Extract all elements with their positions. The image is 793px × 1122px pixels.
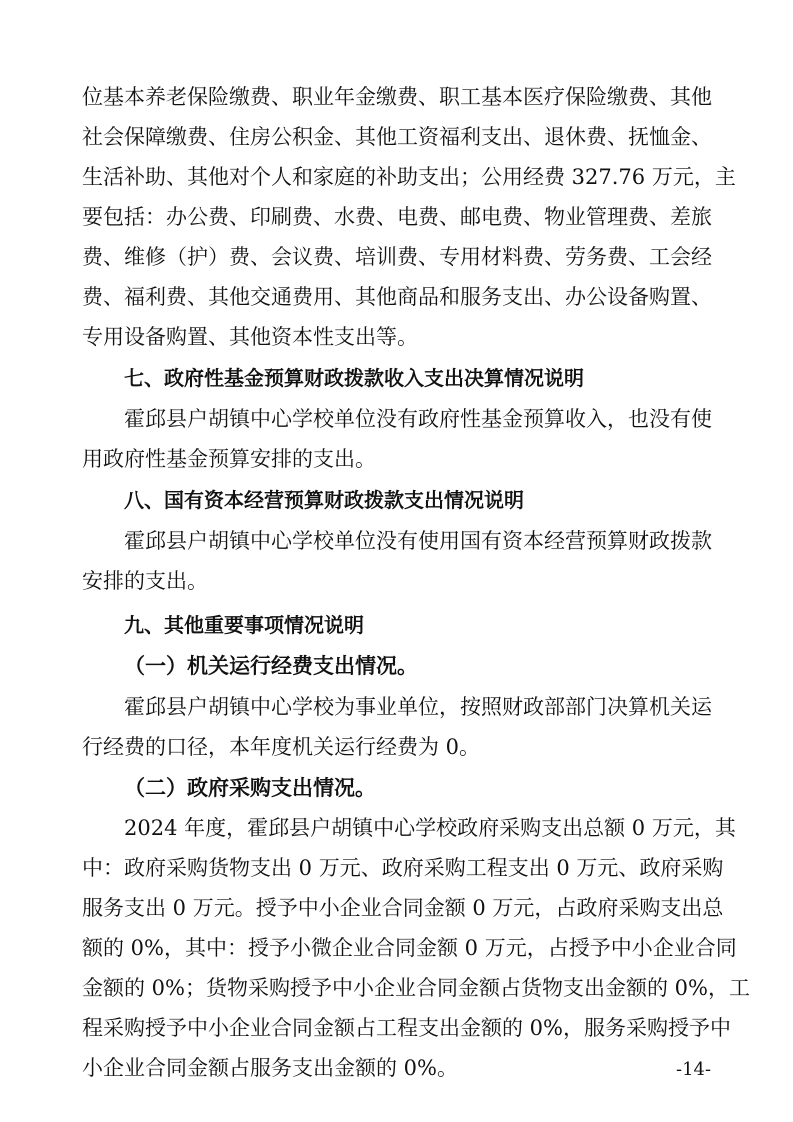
body-line — [0, 1008, 793, 1048]
body-line — [0, 117, 793, 157]
section-heading-text: 八、国有资本经营预算财政拨款支出情况说明 — [124, 488, 524, 512]
subsection-heading-2 — [0, 768, 793, 808]
body-line — [0, 727, 793, 767]
body-text: 位基本养老保险缴费、职业年金缴费、职工基本医疗保险缴费、其他 — [82, 85, 712, 109]
body-text: 额的 0%，其中：授予小微企业合同金额 0 万元，占授予中小企业合同 — [82, 936, 737, 960]
section-heading-7 — [0, 358, 793, 398]
body-text: 中：政府采购货物支出 0 万元、政府采购工程支出 0 万元、政府采购 — [82, 856, 724, 880]
body-line — [0, 808, 793, 848]
body-line — [0, 317, 793, 357]
body-text: 社会保障缴费、住房公积金、其他工资福利支出、退休费、抚恤金、 — [82, 125, 712, 149]
body-text: 行经费的口径，本年度机关运行经费为 0。 — [82, 735, 481, 759]
body-line — [0, 197, 793, 237]
body-text: 程采购授予中小企业合同金额占工程支出金额的 0%，服务采购授予中 — [82, 1016, 731, 1040]
subsection-heading-1 — [0, 646, 793, 686]
page-number: -14- — [676, 1059, 712, 1080]
body-line — [0, 439, 793, 479]
body-line — [0, 399, 793, 439]
body-line — [0, 561, 793, 601]
body-text: 2024 年度，霍邱县户胡镇中心学校政府采购支出总额 0 万元，其 — [124, 816, 736, 840]
body-text: 霍邱县户胡镇中心学校单位没有政府性基金预算收入，也没有使 — [124, 407, 712, 431]
body-text: 小企业合同金额占服务支出金额的 0%。 — [82, 1056, 458, 1080]
body-line — [0, 277, 793, 317]
body-text: 安排的支出。 — [82, 569, 208, 593]
body-text: 要包括：办公费、印刷费、水费、电费、邮电费、物业管理费、差旅 — [82, 205, 712, 229]
body-text: 霍邱县户胡镇中心学校单位没有使用国有资本经营预算财政拨款 — [124, 529, 712, 553]
body-text: 费、维修（护）费、会议费、培训费、专用材料费、劳务费、工会经 — [82, 245, 712, 269]
body-line — [0, 848, 793, 888]
subsection-heading-text: （二）政府采购支出情况。 — [124, 775, 376, 800]
body-text: 专用设备购置、其他资本性支出等。 — [82, 325, 418, 349]
section-heading-9 — [0, 605, 793, 645]
subsection-heading-text: （一）机关运行经费支出情况。 — [124, 653, 418, 678]
body-line — [0, 687, 793, 727]
body-line — [0, 928, 793, 968]
body-line — [0, 237, 793, 277]
body-text: 生活补助、其他对个人和家庭的补助支出；公用经费 327.76 万元，主 — [82, 165, 736, 189]
body-line — [0, 157, 793, 197]
body-line — [0, 77, 793, 117]
body-text: 金额的 0%；货物采购授予中小企业合同金额占货物支出金额的 0%，工 — [82, 976, 750, 1000]
body-text: 服务支出 0 万元。授予中小企业合同金额 0 万元，占政府采购支出总 — [82, 896, 724, 920]
body-text: 霍邱县户胡镇中心学校为事业单位，按照财政部部门决算机关运 — [124, 695, 712, 719]
section-heading-text: 七、政府性基金预算财政拨款收入支出决算情况说明 — [124, 366, 584, 390]
body-line — [0, 521, 793, 561]
body-text: 费、福利费、其他交通费用、其他商品和服务支出、办公设备购置、 — [82, 285, 712, 309]
section-heading-8 — [0, 480, 793, 520]
body-text: 用政府性基金预算安排的支出。 — [82, 447, 376, 471]
section-heading-text: 九、其他重要事项情况说明 — [124, 613, 364, 637]
body-line — [0, 968, 793, 1008]
body-line — [0, 1048, 793, 1088]
body-line — [0, 888, 793, 928]
